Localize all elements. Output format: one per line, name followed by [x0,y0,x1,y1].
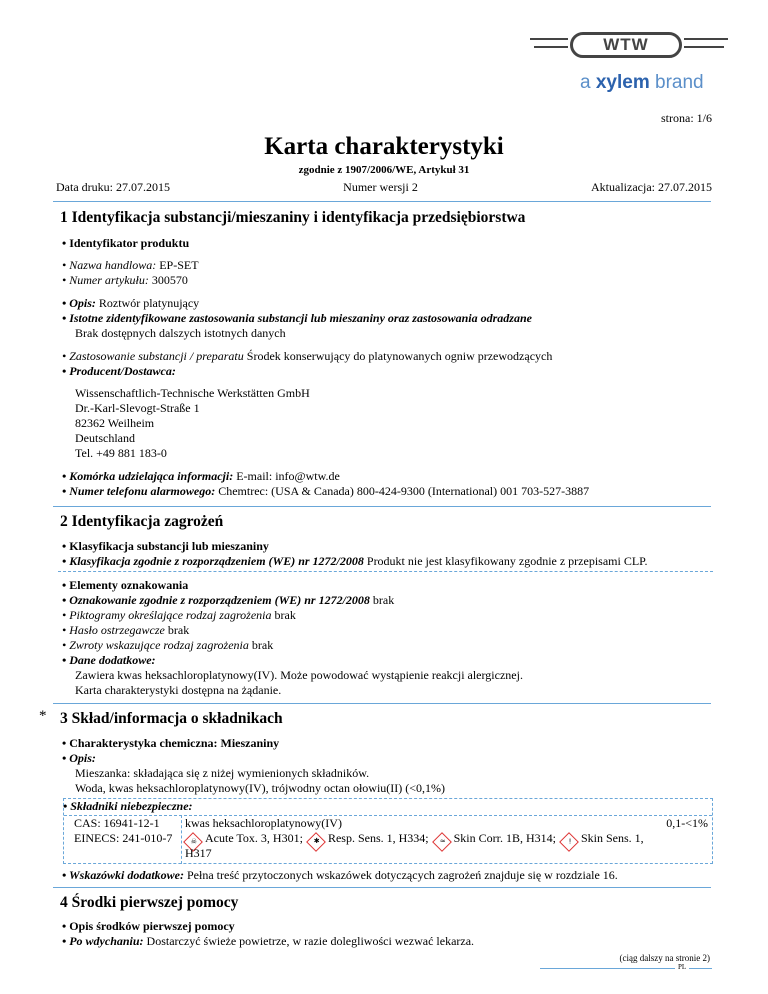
application: • Zastosowanie substancji / preparatu Środek konserwujący do platynowanych ogniw przewodzących [62,349,553,363]
substance-name: kwas heksachloroplatynowy(IV) [185,816,342,830]
hazard-class-continued: H317 [185,846,212,860]
wtw-logo-mark: WTW [570,32,682,58]
identified-uses: • Istotne zidentyfikowane zastosowania substancji lub mieszaniny oraz zastosowania odradzane [62,311,532,325]
health-hazard-icon: ✱ [306,832,326,852]
dangerous-components-table [63,798,713,864]
classification-heading: • Klasyfikacja substancji lub mieszaniny [62,539,269,553]
section-3-title: 3 Skład/informacja o składnikach [60,710,283,727]
address-line: 82362 Weilheim [75,416,155,430]
producer-label: • Producent/Dostawca: [62,364,176,378]
table-column-divider [181,815,182,864]
einecs-number: EINECS: 241-010-7 [74,831,173,845]
print-date: Data druku: 27.07.2015 [56,180,170,194]
pictograms: • Piktogramy określające rodzaj zagrożenia brak [62,608,296,622]
document-meta [56,180,712,195]
version-number: Numer wersji 2 [343,180,418,194]
signal-word: • Hasło ostrzegawcze brak [62,623,190,637]
concentration: 0,1-<1% [666,816,708,830]
section-2-title: 2 Identyfikacja zagrożeń [60,513,224,530]
product-identifier: • Identyfikator produktu [62,236,190,250]
classification-regulation: • Klasyfikacja zgodnie z rozporządzeniem (WE) nr 1272/2008 Produkt nie jest klasyfikowany zgodnie z przepisami CLP. [62,554,648,568]
label-elements-heading: • Elementy oznakowania [62,578,189,592]
revision-marker: * [39,708,47,724]
document-subtitle: zgodnie z 1907/2006/WE, Artykuł 31 [298,164,470,176]
trade-name: • Nazwa handlowa: EP-SET [62,258,199,272]
divider [53,703,711,704]
address-line: Tel. +49 881 183-0 [75,446,167,460]
article-number: • Numer artykułu: 300570 [62,273,188,287]
address-line: Wissenschaftlich-Technische Werkstätten GmbH [75,386,310,400]
section-4-title: 4 Środki pierwszej pomocy [60,894,239,911]
further-info: • Wskazówki dodatkowe: Pełna treść przytoczonych wskazówek dotyczących zagrożeń znajduje się w rozdziale 16. [62,868,618,882]
skull-icon: ☠ [183,832,203,852]
continued-note: (ciąg dalszy na stronie 2) [619,953,710,963]
description: • Opis: Roztwór platynujący [62,296,200,310]
emergency-phone: • Numer telefonu alarmowego: Chemtrec: (USA & Canada) 800-424-9300 (International) 001 703-527-3887 [62,484,590,498]
hazard-statements: • Zwroty wskazujące rodzaj zagrożenia brak [62,638,274,652]
composition-desc-line: Woda, kwas heksachloroplatynowy(IV), trójwodny octan ołowiu(II) (<0,1%) [75,781,446,795]
inhalation: • Po wdychaniu: Dostarczyć świeże powietrze, w razie dolegliwości wezwać lekarza. [62,934,475,948]
additional-info-line: Karta charakterystyki dostępna na żądanie. [75,683,282,697]
exclamation-icon: ! [559,832,579,852]
labelling: • Oznakowanie zgodnie z rozporządzeniem (WE) nr 1272/2008 brak [62,593,395,607]
cas-number: CAS: 16941-12-1 [74,816,160,830]
xylem-brand-tagline: a xylem brand [580,72,704,93]
info-contact: • Komórka udzielająca informacji: E-mail: info@wtw.de [62,469,340,483]
dashed-divider [58,571,713,572]
address-line: Deutschland [75,431,135,445]
address-line: Dr.-Karl-Slevogt-Straße 1 [75,401,200,415]
identified-uses-value: Brak dostępnych dalszych istotnych danych [75,326,286,340]
corrosion-icon: ≈ [432,832,452,852]
divider [53,506,711,507]
hazard-classes: ☠ Acute Tox. 3, H301; ✱ Resp. Sens. 1, H334; ≈ Skin Corr. 1B, H314; ! Skin Sens. 1, [183,831,644,849]
document-title: Karta charakterystyki [264,133,504,160]
section-1-title: 1 Identyfikacja substancji/mieszaniny i identyfikacja przedsiębiorstwa [60,209,526,226]
divider [53,201,711,202]
dangerous-components-label: • Składniki niebezpieczne: [63,799,193,813]
composition-desc-line: Mieszanka: składająca się z niżej wymienionych składników. [75,766,370,780]
additional-info-label: • Dane dodatkowe: [62,653,156,667]
language-code: PL [675,963,689,971]
additional-info-line: Zawiera kwas heksachloroplatynowy(IV). Może powodować wystąpienie reakcji alergicznej. [75,668,523,682]
company-logo [530,22,730,92]
chemical-characterization: • Charakterystyka chemiczna: Mieszaniny [62,736,280,750]
page-number: strona: 1/6 [661,111,712,125]
table-divider [64,815,712,816]
first-aid-heading: • Opis środków pierwszej pomocy [62,919,235,933]
divider [53,887,711,888]
composition-desc-label: • Opis: [62,751,96,765]
update-date: Aktualizacja: 27.07.2015 [591,180,712,194]
